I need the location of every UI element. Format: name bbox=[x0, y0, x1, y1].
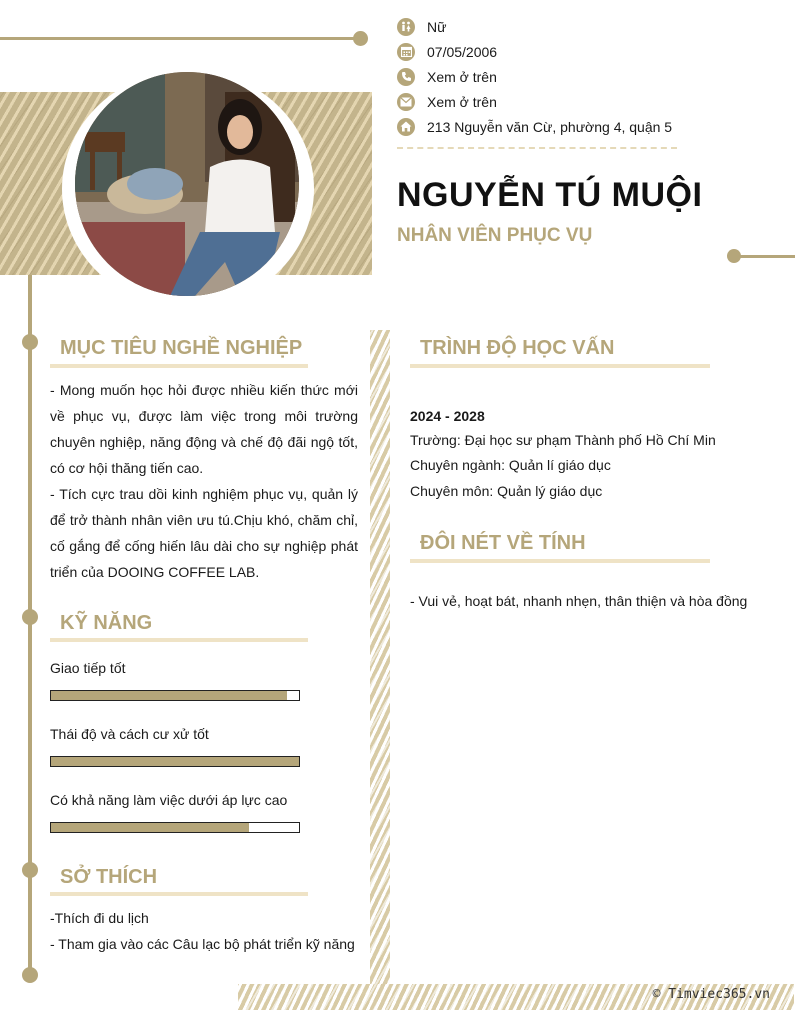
skill-label: Thái độ và cách cư xử tốt bbox=[50, 726, 209, 742]
right-accent-dot bbox=[727, 249, 741, 263]
skill-bar-fill bbox=[51, 757, 299, 766]
birthday-value: 07/05/2006 bbox=[427, 43, 498, 60]
objective-paragraph: - Mong muốn học hỏi được nhiều kiến thức mới về phục vụ, được làm việc trong môi trường chuyên nghiệp, năng động và chế độ đãi ngộ tốt, có cơ hội thăng tiến cao. - Tích cực trau dồi kinh nghiệm phục vụ, quản lý để trở thành nhân viên ưu tú.Chịu khó, chăm chỉ, cố gắng để cống hiến lâu dài cho sự nghiệp phát triển của DOOING COFFEE LAB. bbox=[50, 382, 358, 580]
objective-text bbox=[50, 377, 358, 585]
skill-bar-fill bbox=[51, 823, 249, 832]
timeline-dot-skills bbox=[22, 609, 38, 625]
email-icon bbox=[397, 93, 415, 111]
skill-bar bbox=[50, 756, 300, 767]
hobbies-underline bbox=[50, 892, 308, 896]
candidate-name: NGUYỄN TÚ MUỘI bbox=[397, 176, 703, 214]
home-icon bbox=[397, 118, 415, 136]
contact-birthday bbox=[397, 39, 777, 64]
footer-pattern-band bbox=[238, 984, 794, 1010]
right-accent-line bbox=[735, 255, 795, 258]
phone-icon bbox=[397, 68, 415, 86]
education-major: Chuyên ngành: Quản lí giáo dục bbox=[410, 457, 611, 473]
phone-value: Xem ở trên bbox=[427, 68, 497, 85]
contact-address bbox=[397, 114, 777, 139]
hobby-item: -Thích đi du lịch bbox=[50, 910, 149, 926]
top-accent-line bbox=[0, 37, 360, 40]
address-value: 213 Nguyễn văn Cừ, phường 4, quận 5 bbox=[427, 118, 673, 135]
skills-title: KỸ NĂNG bbox=[60, 612, 153, 634]
skill-label: Có khả năng làm việc dưới áp lực cao bbox=[50, 792, 288, 808]
education-subject: Chuyên môn: Quản lý giáo dục bbox=[410, 483, 603, 499]
objective-underline bbox=[50, 364, 308, 368]
skill-label: Giao tiếp tốt bbox=[50, 660, 126, 676]
avatar bbox=[75, 72, 299, 296]
education-period: 2024 - 2028 bbox=[410, 408, 485, 424]
calendar-icon bbox=[397, 43, 415, 61]
education-underline bbox=[410, 364, 710, 368]
gender-icon bbox=[397, 18, 415, 36]
education-school: Trường: Đại học sư phạm Thành phố Hồ Chí Min bbox=[410, 432, 716, 448]
hobbies-title: SỞ THÍCH bbox=[60, 866, 158, 888]
job-title: NHÂN VIÊN PHỤC VỤ bbox=[397, 225, 593, 246]
skill-bar-fill bbox=[51, 691, 287, 700]
contact-gender bbox=[397, 14, 777, 39]
personality-underline bbox=[410, 559, 710, 563]
avatar-photo bbox=[75, 72, 299, 296]
gender-value: Nữ bbox=[427, 18, 447, 35]
top-accent-dot bbox=[353, 31, 368, 46]
contact-list bbox=[397, 14, 777, 139]
timeline-dot-hobbies bbox=[22, 862, 38, 878]
contact-email bbox=[397, 89, 777, 114]
email-value: Xem ở trên bbox=[427, 93, 497, 110]
hobby-item: - Tham gia vào các Câu lạc bộ phát triển kỹ năng bbox=[50, 936, 355, 952]
column-divider-pattern bbox=[370, 330, 390, 984]
contact-divider bbox=[397, 147, 677, 149]
education-title: TRÌNH ĐỘ HỌC VẤN bbox=[420, 337, 615, 359]
skills-underline bbox=[50, 638, 308, 642]
skill-bar bbox=[50, 690, 300, 701]
timeline-dot-end bbox=[22, 967, 38, 983]
timeline-dot-objective bbox=[22, 334, 38, 350]
skill-bar bbox=[50, 822, 300, 833]
personality-title: ĐÔI NÉT VỀ TÍNH bbox=[420, 532, 586, 554]
objective-title: MỤC TIÊU NGHỀ NGHIỆP bbox=[60, 337, 303, 359]
contact-phone bbox=[397, 64, 777, 89]
watermark: © Timviec365.vn bbox=[652, 987, 770, 1002]
personality-text: - Vui vẻ, hoạt bát, nhanh nhẹn, thân thiện và hòa đồng bbox=[410, 593, 748, 609]
